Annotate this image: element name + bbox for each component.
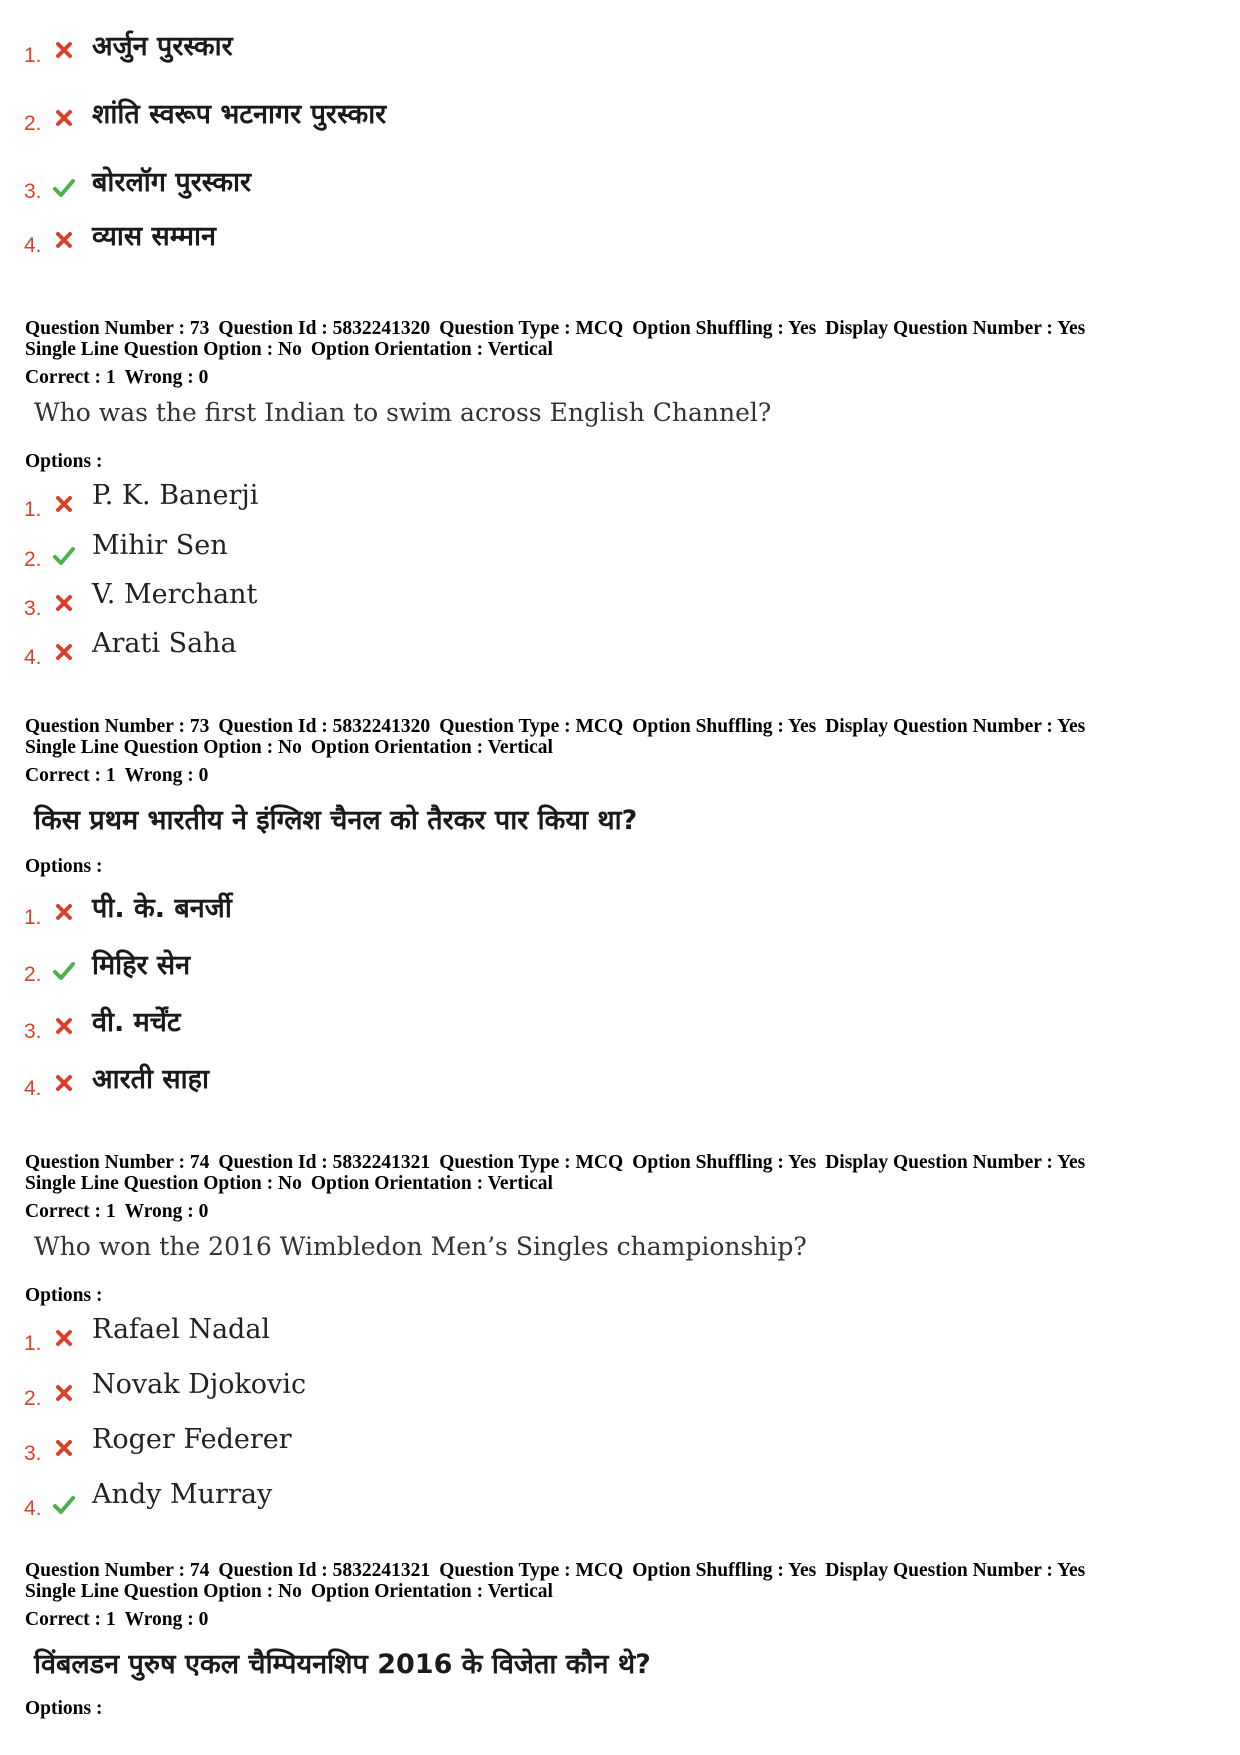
option-number: 2. [24,112,42,135]
question-meta-line: Single Line Question Option : No Option Orientation : Vertical [25,1173,553,1194]
question-meta-line: Single Line Question Option : No Option Orientation : Vertical [25,737,553,758]
option-row [0,478,1240,528]
option-number: 3. [24,180,42,203]
option-text: आरती साहा [92,1064,209,1095]
option-text: बोरलॉग पुरस्कार [92,167,252,198]
option-text: Rafael Nadal [92,1314,271,1345]
option-row [0,528,1240,578]
option-number: 4. [24,234,42,257]
option-row [0,943,1240,993]
question-marks: Correct : 1 Wrong : 0 [25,1609,209,1630]
option-number: 4. [24,1497,42,1520]
question-text: Who was the first Indian to swim across English Channel? [34,398,772,427]
option-number: 1. [24,1332,42,1355]
option-number: 3. [24,597,42,620]
x-icon [52,1326,76,1350]
option-text: Mihir Sen [92,530,228,561]
x-icon [52,640,76,664]
option-row [0,577,1240,627]
option-number: 3. [24,1020,42,1043]
check-icon [52,959,76,983]
option-text: पी. के. बनर्जी [92,893,232,924]
x-icon [52,1071,76,1095]
x-icon [52,591,76,615]
option-text: Novak Djokovic [92,1369,307,1400]
option-text: अर्जुन पुरस्कार [92,31,233,62]
option-text: Arati Saha [92,628,237,659]
x-icon [52,1436,76,1460]
option-number: 4. [24,1077,42,1100]
option-row [0,886,1240,936]
option-row [0,626,1240,676]
option-text: V. Merchant [92,579,258,610]
option-number: 1. [24,44,42,67]
option-row [0,24,1240,74]
option-text: वी. मर्चेंट [92,1007,181,1038]
question-text: किस प्रथम भारतीय ने इंग्लिश चैनल को तैरकर पार किया था? [34,805,638,836]
option-number: 1. [24,498,42,521]
question-text: Who won the 2016 Wimbledon Men’s Singles championship? [34,1232,807,1261]
option-text: शांति स्वरूप भटनागर पुरस्कार [92,99,387,130]
option-number: 2. [24,1387,42,1410]
question-meta-line: Question Number : 74 Question Id : 5832241321 Question Type : MCQ Option Shuffling : Yes Display Question Number : Yes [25,1560,1086,1581]
x-icon [52,106,76,130]
options-label: Options : [25,451,103,472]
question-meta-line: Single Line Question Option : No Option Orientation : Vertical [25,1581,553,1602]
question-marks: Correct : 1 Wrong : 0 [25,1201,209,1222]
x-icon [52,38,76,62]
option-row [0,1367,1240,1417]
x-icon [52,228,76,252]
option-text: मिहिर सेन [92,950,191,981]
option-number: 2. [24,963,42,986]
option-row [0,160,1240,210]
question-meta-line: Question Number : 73 Question Id : 5832241320 Question Type : MCQ Option Shuffling : Yes Display Question Number : Yes [25,716,1086,737]
question-meta-line: Question Number : 73 Question Id : 5832241320 Question Type : MCQ Option Shuffling : Yes Display Question Number : Yes [25,318,1086,339]
check-icon [52,1493,76,1517]
x-icon [52,900,76,924]
option-text: Roger Federer [92,1424,292,1455]
x-icon [52,1381,76,1405]
option-number: 4. [24,646,42,669]
option-row [0,92,1240,142]
option-row [0,1477,1240,1527]
option-number: 2. [24,548,42,571]
option-number: 1. [24,906,42,929]
option-row [0,1422,1240,1472]
options-label: Options : [25,856,103,877]
question-meta-line: Single Line Question Option : No Option Orientation : Vertical [25,339,553,360]
options-label: Options : [25,1698,103,1719]
x-icon [52,492,76,516]
option-text: व्यास सम्मान [92,221,216,252]
option-text: P. K. Banerji [92,480,259,511]
option-number: 3. [24,1442,42,1465]
question-marks: Correct : 1 Wrong : 0 [25,367,209,388]
option-text: Andy Murray [92,1479,273,1510]
option-row [0,214,1240,264]
question-meta-line: Question Number : 74 Question Id : 5832241321 Question Type : MCQ Option Shuffling : Yes Display Question Number : Yes [25,1152,1086,1173]
options-label: Options : [25,1285,103,1306]
option-row [0,1312,1240,1362]
option-row [0,1000,1240,1050]
check-icon [52,176,76,200]
question-text: विंबलडन पुरुष एकल चैम्पियनशिप 2016 के विजेता कौन थे? [34,1649,651,1680]
option-row [0,1057,1240,1107]
x-icon [52,1014,76,1038]
check-icon [52,544,76,568]
question-marks: Correct : 1 Wrong : 0 [25,765,209,786]
